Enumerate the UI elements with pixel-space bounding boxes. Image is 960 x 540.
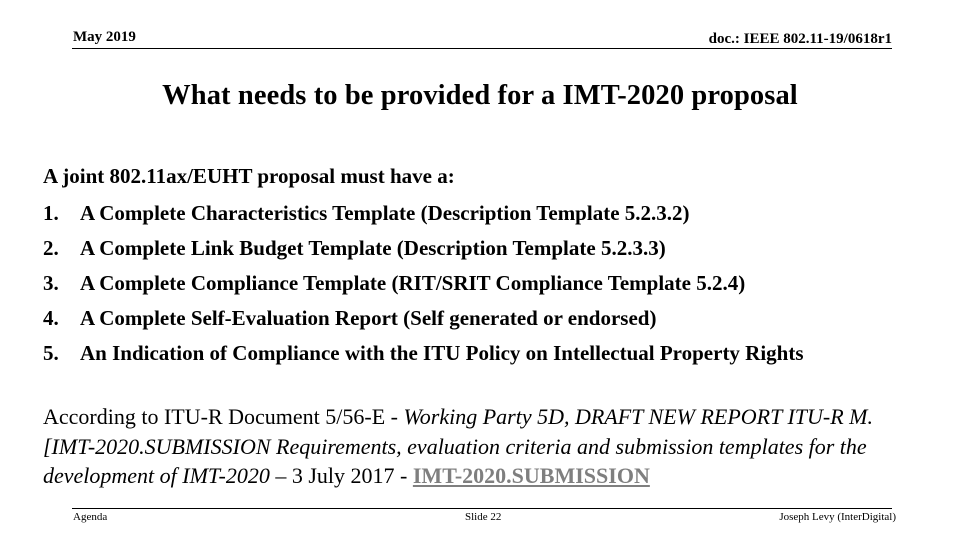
footer-author: Joseph Levy (InterDigital) <box>779 511 896 523</box>
header-doc-id: doc.: IEEE 802.11-19/0618r1 <box>708 31 892 47</box>
footer-divider <box>72 508 892 509</box>
list-item-text: A Complete Characteristics Template (Description Template 5.2.3.2) <box>80 201 690 225</box>
reference-suffix: – 3 July 2017 - <box>269 463 413 488</box>
requirements-list <box>43 198 804 373</box>
list-item-number: 1. <box>43 201 59 225</box>
intro-text: A joint 802.11ax/EUHT proposal must have a: <box>43 164 455 188</box>
reference-title: Working Party 5D, DRAFT NEW REPORT ITU-R M.[IMT-2020.SUBMISSION Requirements, evaluation criteria and submission templates for the development of IMT-2020 <box>43 404 873 488</box>
list-item-text: A Complete Self-Evaluation Report (Self generated or endorsed) <box>80 306 657 330</box>
list-item-number: 5. <box>43 341 59 365</box>
list-item <box>43 338 804 373</box>
list-item-number: 4. <box>43 306 59 330</box>
list-item <box>43 198 804 233</box>
list-item <box>43 233 804 268</box>
list-item <box>43 303 804 338</box>
footer-label: Agenda <box>73 511 108 523</box>
header-date: May 2019 <box>73 29 136 45</box>
slide-title: What needs to be provided for a IMT-2020 proposal <box>162 80 798 111</box>
reference-link[interactable]: IMT-2020.SUBMISSION <box>412 463 650 488</box>
slide-number: Slide 22 <box>465 511 502 523</box>
list-item <box>43 268 804 303</box>
list-item-text: A Complete Link Budget Template (Description Template 5.2.3.3) <box>80 236 666 260</box>
header-divider <box>72 48 892 49</box>
list-item-text: A Complete Compliance Template (RIT/SRIT Compliance Template 5.2.4) <box>80 271 746 295</box>
reference-paragraph <box>43 402 913 491</box>
reference-prefix: According to ITU-R Document 5/56-E - <box>43 404 404 429</box>
list-item-text: An Indication of Compliance with the ITU Policy on Intellectual Property Rights <box>80 341 804 365</box>
list-item-number: 2. <box>43 236 59 260</box>
list-item-number: 3. <box>43 271 59 295</box>
